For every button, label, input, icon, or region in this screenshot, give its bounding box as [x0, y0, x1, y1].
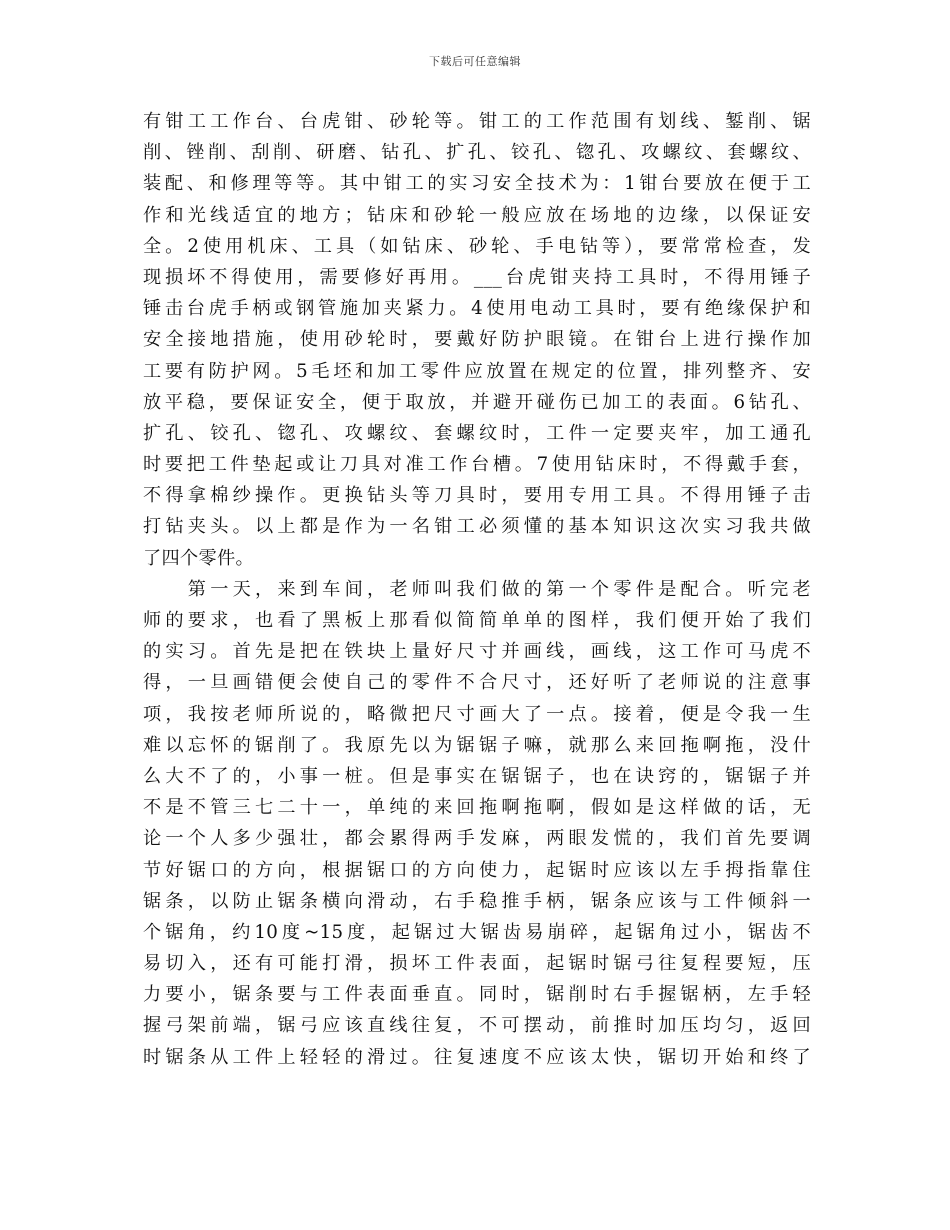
- text-line: 力要小，锯条要与工件表面垂直。同时，锯削时右手握锯柄，左手轻: [143, 984, 811, 1006]
- paragraph-first-day: [143, 574, 811, 1073]
- text-line: 打钻夹头。以上都是作为一名钳工必须懂的基本知识这次实习我共做: [143, 516, 811, 538]
- page-header: 下载后可任意编辑: [429, 55, 521, 68]
- text-line: 工要有防护网。5毛坯和加工零件应放置在规定的位置，排列整齐、安: [143, 360, 811, 382]
- text-line: 不是不管三七二十一，单纯的来回拖啊拖啊，假如是这样做的话，无: [143, 797, 811, 819]
- text-line: 第一天，来到车间，老师叫我们做的第一个零件是配合。听完老: [143, 578, 811, 600]
- text-line: 锯条，以防止锯条横向滑动，右手稳推手柄，锯条应该与工件倾斜一: [143, 890, 811, 912]
- text-line: 削、锉削、刮削、研磨、钻孔、扩孔、铰孔、锪孔、攻螺纹、套螺纹、: [143, 142, 811, 164]
- document-body: [143, 106, 811, 1073]
- text-line: 节好锯口的方向，根据锯口的方向使力，起锯时应该以左手拇指靠住: [143, 859, 811, 881]
- text-line: 放平稳，要保证安全，便于取放，并避开碰伤已加工的表面。6钻孔、: [143, 391, 811, 413]
- text-line: 锤击台虎手柄或钢管施加夹紧力。4使用电动工具时，要有绝缘保护和: [143, 298, 811, 320]
- text-line: 论一个人多少强壮，都会累得两手发麻，两眼发慌的，我们首先要调: [143, 828, 811, 850]
- text-line: 易切入，还有可能打滑，损坏工件表面，起锯时锯弓往复程要短，压: [143, 953, 811, 975]
- text-line: 时锯条从工件上轻轻的滑过。往复速度不应该太快，锯切开始和终了: [143, 1046, 811, 1068]
- text-line: 有钳工工作台、台虎钳、砂轮等。钳工的工作范围有划线、錾削、锯: [143, 111, 811, 132]
- text-line: 时要把工件垫起或让刀具对准工作台槽。7使用钻床时，不得戴手套，: [143, 454, 811, 476]
- text-line: 了四个零件。: [143, 547, 254, 569]
- text-line: 作和光线适宜的地方；钻床和砂轮一般应放在场地的边缘，以保证安: [143, 204, 811, 226]
- text-line: 么大不了的，小事一桩。但是事实在锯锯子，也在诀窍的，锯锯子并: [143, 765, 811, 787]
- text-line: 现损坏不得使用，需要修好再用。___台虎钳夹持工具时，不得用锤子: [143, 266, 811, 288]
- text-line: 的实习。首先是把在铁块上量好尺寸并画线，画线，这工作可马虎不: [143, 641, 811, 663]
- text-line: 全。2使用机床、工具（如钻床、砂轮、手电钻等），要常常检查，发: [143, 235, 811, 257]
- text-line: 个锯角，约10度~15度，起锯过大锯齿易崩碎，起锯角过小，锯齿不: [143, 921, 811, 943]
- paragraph-safety-rules: [143, 106, 811, 574]
- text-line: 扩孔、铰孔、锪孔、攻螺纹、套螺纹时，工件一定要夹牢，加工通孔: [143, 422, 811, 444]
- text-line: 不得拿棉纱操作。更换钻头等刀具时，要用专用工具。不得用锤子击: [143, 485, 811, 507]
- text-line: 师的要求，也看了黑板上那看似简简单单的图样，我们便开始了我们: [143, 610, 811, 631]
- text-line: 装配、和修理等等。其中钳工的实习安全技术为：1钳台要放在便于工: [143, 173, 811, 195]
- text-line: 握弓架前端，锯弓应该直线往复，不可摆动，前推时加压均匀，返回: [143, 1015, 811, 1037]
- text-line: 安全接地措施，使用砂轮时，要戴好防护眼镜。在钳台上进行操作加: [143, 329, 811, 351]
- text-line: 项，我按老师所说的，略微把尺寸画大了一点。接着，便是令我一生: [143, 703, 811, 725]
- text-line: 难以忘怀的锯削了。我原先以为锯锯子嘛，就那么来回拖啊拖，没什: [143, 734, 811, 756]
- text-line: 得，一旦画错便会使自己的零件不合尺寸，还好听了老师说的注意事: [143, 672, 811, 694]
